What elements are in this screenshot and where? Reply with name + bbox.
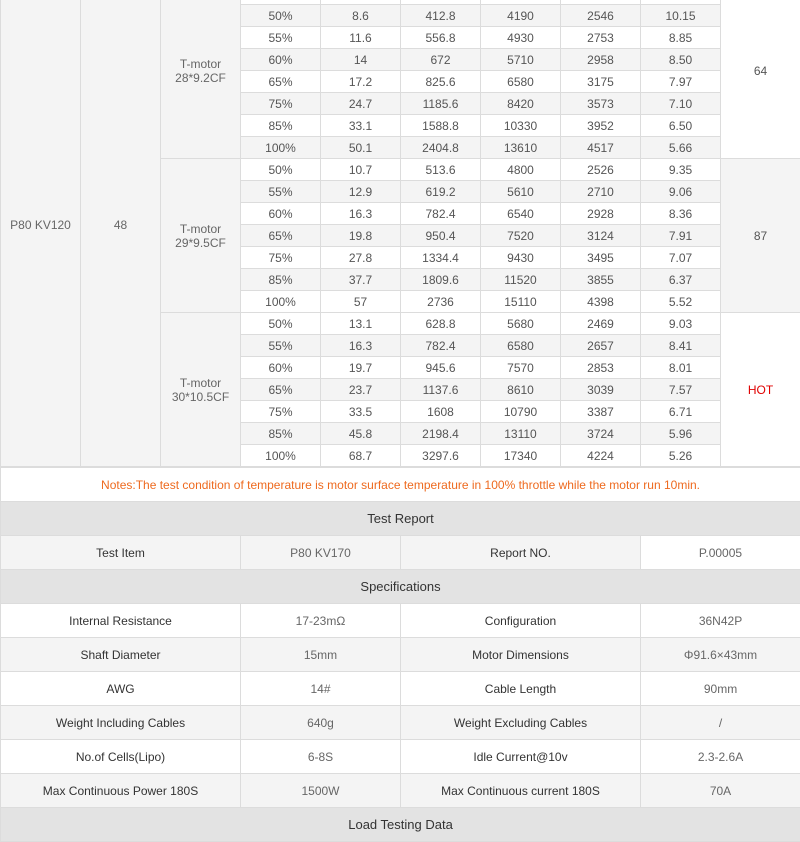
- efficiency-cell: 5.96: [641, 423, 721, 445]
- current-cell: 33.5: [321, 401, 401, 423]
- rpm-cell: 2710: [561, 181, 641, 203]
- power-cell: 1588.8: [401, 115, 481, 137]
- rpm-cell: 3175: [561, 71, 641, 93]
- rpm-cell: 3495: [561, 247, 641, 269]
- thrust-cell: 6540: [481, 203, 561, 225]
- spec-label: Configuration: [401, 604, 641, 638]
- spec-row: [1, 740, 800, 774]
- current-cell: 24.7: [321, 93, 401, 115]
- efficiency-cell: 6.37: [641, 269, 721, 291]
- spec-label: Cable Length: [401, 672, 641, 706]
- rpm-cell: 3039: [561, 379, 641, 401]
- power-cell: 1334.4: [401, 247, 481, 269]
- rpm-cell: 3573: [561, 93, 641, 115]
- current-cell: 19.8: [321, 225, 401, 247]
- current-cell: 23.7: [321, 379, 401, 401]
- power-cell: 672: [401, 49, 481, 71]
- thrust-cell: 4190: [481, 5, 561, 27]
- throttle-cell: 50%: [241, 5, 321, 27]
- efficiency-cell: 8.50: [641, 49, 721, 71]
- spec-value: 14#: [241, 672, 401, 706]
- throttle-cell: 85%: [241, 115, 321, 137]
- throttle-cell: 65%: [241, 71, 321, 93]
- spec-row: [1, 638, 800, 672]
- spec-row: [1, 672, 800, 706]
- efficiency-cell: 9.35: [641, 159, 721, 181]
- thrust-cell: 4930: [481, 27, 561, 49]
- rpm-cell: 3952: [561, 115, 641, 137]
- thrust-cell: 4800: [481, 159, 561, 181]
- voltage-value: 48: [81, 0, 161, 467]
- efficiency-cell: 9.06: [641, 181, 721, 203]
- spec-value: Φ91.6×43mm: [641, 638, 800, 672]
- spec-value: 70A: [641, 774, 800, 808]
- specifications-header: Specifications: [1, 570, 800, 604]
- throttle-cell: 100%: [241, 445, 321, 467]
- power-cell: 2404.8: [401, 137, 481, 159]
- spec-label: No.of Cells(Lipo): [1, 740, 241, 774]
- thrust-cell: 10790: [481, 401, 561, 423]
- rpm-cell: 2928: [561, 203, 641, 225]
- current-cell: 57: [321, 291, 401, 313]
- spec-value: /: [641, 706, 800, 740]
- power-cell: 1137.6: [401, 379, 481, 401]
- thrust-cell: 13610: [481, 137, 561, 159]
- thrust-cell: 6580: [481, 335, 561, 357]
- thrust-cell: 10330: [481, 115, 561, 137]
- throttle-cell: 55%: [241, 27, 321, 49]
- throttle-cell: 100%: [241, 137, 321, 159]
- temperature-value: HOT: [721, 313, 800, 467]
- thrust-cell: 5610: [481, 181, 561, 203]
- thrust-cell: 7570: [481, 357, 561, 379]
- spec-row: [1, 604, 800, 638]
- current-cell: 8.6: [321, 5, 401, 27]
- efficiency-cell: 8.36: [641, 203, 721, 225]
- power-cell: 1809.6: [401, 269, 481, 291]
- spec-label: Internal Resistance: [1, 604, 241, 638]
- spec-label: Shaft Diameter: [1, 638, 241, 672]
- current-cell: 50.1: [321, 137, 401, 159]
- thrust-cell: 15110: [481, 291, 561, 313]
- efficiency-cell: 9.03: [641, 313, 721, 335]
- load-testing-header: Load Testing Data: [1, 808, 800, 842]
- efficiency-cell: 5.66: [641, 137, 721, 159]
- rpm-cell: 2469: [561, 313, 641, 335]
- rpm-cell: 2526: [561, 159, 641, 181]
- rpm-cell: 4398: [561, 291, 641, 313]
- thrust-cell: 5680: [481, 313, 561, 335]
- current-cell: 16.3: [321, 335, 401, 357]
- throttle-cell: 60%: [241, 357, 321, 379]
- power-cell: 2198.4: [401, 423, 481, 445]
- spec-label: Idle Current@10v: [401, 740, 641, 774]
- power-cell: 782.4: [401, 203, 481, 225]
- efficiency-cell: 5.52: [641, 291, 721, 313]
- thrust-cell: 11520: [481, 269, 561, 291]
- throttle-cell: 75%: [241, 247, 321, 269]
- thrust-cell: 13110: [481, 423, 561, 445]
- efficiency-cell: 8.41: [641, 335, 721, 357]
- current-cell: 12.9: [321, 181, 401, 203]
- efficiency-cell: 7.91: [641, 225, 721, 247]
- efficiency-cell: 8.85: [641, 27, 721, 49]
- throttle-cell: 75%: [241, 401, 321, 423]
- thrust-cell: 17340: [481, 445, 561, 467]
- power-cell: 2736: [401, 291, 481, 313]
- spec-value: 2.3-2.6A: [641, 740, 800, 774]
- thrust-cell: 7520: [481, 225, 561, 247]
- spec-row: [1, 774, 800, 808]
- current-cell: 45.8: [321, 423, 401, 445]
- power-cell: 628.8: [401, 313, 481, 335]
- test-item-label: Test Item: [1, 536, 241, 570]
- report-table: [0, 467, 800, 842]
- prop-name: T-motor 29*9.5CF: [161, 159, 241, 313]
- test-report-header: Test Report: [1, 502, 800, 536]
- throttle-cell: 65%: [241, 225, 321, 247]
- current-cell: 33.1: [321, 115, 401, 137]
- current-cell: 14: [321, 49, 401, 71]
- throttle-cell: 50%: [241, 159, 321, 181]
- thrust-cell: 5710: [481, 49, 561, 71]
- current-cell: 16.3: [321, 203, 401, 225]
- throttle-cell: 60%: [241, 49, 321, 71]
- power-cell: 945.6: [401, 357, 481, 379]
- efficiency-cell: 6.50: [641, 115, 721, 137]
- throttle-cell: 50%: [241, 313, 321, 335]
- spec-value: 17-23mΩ: [241, 604, 401, 638]
- power-cell: 3297.6: [401, 445, 481, 467]
- efficiency-cell: 7.97: [641, 71, 721, 93]
- spec-label: Weight Including Cables: [1, 706, 241, 740]
- rpm-cell: 4517: [561, 137, 641, 159]
- throttle-cell: 65%: [241, 379, 321, 401]
- report-no-value: P.00005: [641, 536, 800, 570]
- spec-label: Weight Excluding Cables: [401, 706, 641, 740]
- spec-row: [1, 706, 800, 740]
- thrust-cell: 8420: [481, 93, 561, 115]
- throttle-cell: 55%: [241, 181, 321, 203]
- rpm-cell: 4224: [561, 445, 641, 467]
- temperature-value: 64: [721, 0, 800, 159]
- power-cell: 556.8: [401, 27, 481, 49]
- rpm-cell: 3855: [561, 269, 641, 291]
- current-cell: 19.7: [321, 357, 401, 379]
- throttle-cell: 100%: [241, 291, 321, 313]
- current-cell: 27.8: [321, 247, 401, 269]
- current-cell: 13.1: [321, 313, 401, 335]
- efficiency-cell: 5.26: [641, 445, 721, 467]
- power-cell: 950.4: [401, 225, 481, 247]
- motor-model: P80 KV120: [1, 0, 81, 467]
- power-cell: 412.8: [401, 5, 481, 27]
- spec-value: 90mm: [641, 672, 800, 706]
- power-cell: 1608: [401, 401, 481, 423]
- report-no-label: Report NO.: [401, 536, 641, 570]
- efficiency-cell: 8.01: [641, 357, 721, 379]
- spec-label: Max Continuous Power 180S: [1, 774, 241, 808]
- prop-name: T-motor 30*10.5CF: [161, 313, 241, 467]
- power-cell: 513.6: [401, 159, 481, 181]
- power-cell: 1185.6: [401, 93, 481, 115]
- current-cell: 11.6: [321, 27, 401, 49]
- throttle-cell: 85%: [241, 423, 321, 445]
- throttle-cell: 85%: [241, 269, 321, 291]
- power-cell: 619.2: [401, 181, 481, 203]
- rpm-cell: 2546: [561, 5, 641, 27]
- temperature-notes: Notes:The test condition of temperature is motor surface temperature in 100% throttle while the motor run 10min.: [1, 468, 800, 502]
- power-cell: 782.4: [401, 335, 481, 357]
- power-cell: 825.6: [401, 71, 481, 93]
- spec-label: Max Continuous current 180S: [401, 774, 641, 808]
- thrust-cell: 6580: [481, 71, 561, 93]
- thrust-cell: 9430: [481, 247, 561, 269]
- rpm-cell: 2853: [561, 357, 641, 379]
- efficiency-cell: 10.15: [641, 5, 721, 27]
- spec-label: Motor Dimensions: [401, 638, 641, 672]
- efficiency-cell: 7.57: [641, 379, 721, 401]
- current-cell: 17.2: [321, 71, 401, 93]
- current-cell: 10.7: [321, 159, 401, 181]
- efficiency-cell: 6.71: [641, 401, 721, 423]
- efficiency-cell: 7.10: [641, 93, 721, 115]
- prop-name: T-motor 28*9.2CF: [161, 0, 241, 159]
- throttle-cell: 75%: [241, 93, 321, 115]
- rpm-cell: 3124: [561, 225, 641, 247]
- spec-value: 15mm: [241, 638, 401, 672]
- rpm-cell: 2958: [561, 49, 641, 71]
- spec-label: AWG: [1, 672, 241, 706]
- temperature-value: 87: [721, 159, 800, 313]
- throttle-cell: 55%: [241, 335, 321, 357]
- spec-value: 640g: [241, 706, 401, 740]
- spec-value: 36N42P: [641, 604, 800, 638]
- current-cell: 68.7: [321, 445, 401, 467]
- rpm-cell: 2753: [561, 27, 641, 49]
- rpm-cell: 3724: [561, 423, 641, 445]
- thrust-cell: 8610: [481, 379, 561, 401]
- rpm-cell: 2657: [561, 335, 641, 357]
- efficiency-cell: 7.07: [641, 247, 721, 269]
- test-item-value: P80 KV170: [241, 536, 401, 570]
- spec-value: 1500W: [241, 774, 401, 808]
- spec-value: 6-8S: [241, 740, 401, 774]
- current-cell: 37.7: [321, 269, 401, 291]
- rpm-cell: 3387: [561, 401, 641, 423]
- throttle-cell: 60%: [241, 203, 321, 225]
